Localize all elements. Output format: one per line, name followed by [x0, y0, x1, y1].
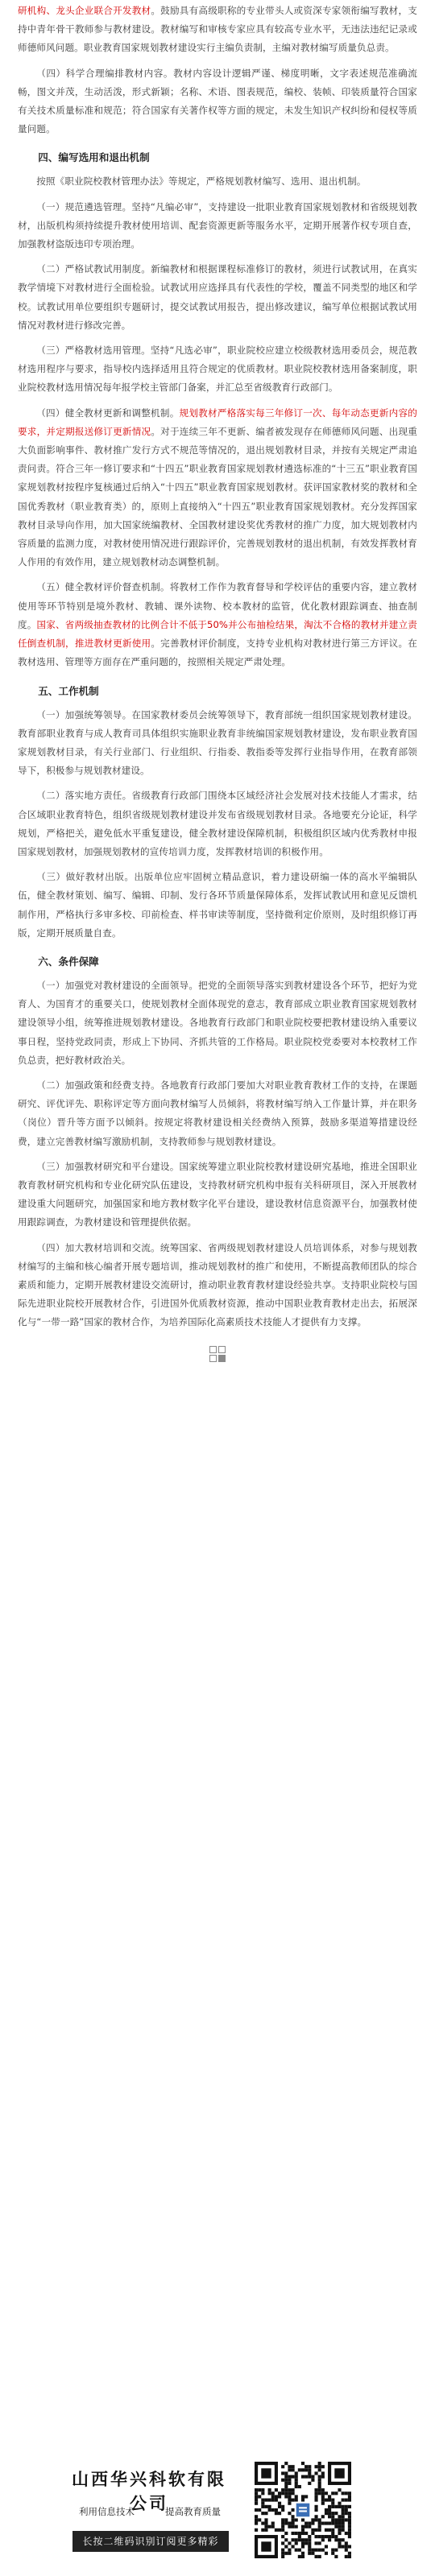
paragraph-text: 。鼓励具有高级职称的专业带头人或资深专家领衔编写教材，支持中青年骨干教师参与教材建设。教材编写和审核专家应具有较高专业水平，无违法违纪记录或师德师风问题。职业教育国家规划教材建设实行主编负责制，主编对教材编写质量负总责。: [18, 5, 417, 54]
paragraph-text: （一）规范遴选管理。坚持“凡编必审”，支持建设一批职业教育国家规划教材和省级规划教材，出版机构须持续提升教材使用培训、配套资源更新等服务水平，定期开展著作权专项自查，加强教材盗版违印专项治理。: [18, 200, 417, 250]
subscribe-banner: 长按二维码识别订阅更多精彩: [72, 2531, 229, 2552]
paragraph-text: （一）加强统筹领导。在国家教材委员会统筹领导下，教育部统一组织国家规划教材建设。教育部职业教育与成人教育司具体组织实施职业教育非统编国家规划教材建设，发布职业教育国家规划教材目录，有关行业部门、行业组织、行指委、教指委等发挥行业指导作用，在教育部领导下，积极参与规划教材建设。: [18, 708, 417, 777]
tagline-left: 利用信息技术: [79, 2506, 135, 2517]
qr-code-icon[interactable]: [255, 2462, 351, 2558]
paragraph-text: （四）科学合理编排教材内容。教材内容设计逻辑严谨、梯度明晰，文字表述规范准确流畅，图文并茂，生动活泼，形式新颖；名称、术语、图表规范，编校、装帧、印装质量符合国家有关技术质量标准和规范；符合国家有关著作权等方面的规定，未发生知识产权纠纷和侵权等质量问题。: [18, 67, 417, 135]
paragraph-text: （一）加强党对教材建设的全面领导。把党的全面领导落实到教材建设各个环节，把好为党育人、为国育才的重要关口，使规划教材全面体现党的意志，教育部成立职业教育国家规划教材建设领导小组，统筹推进规划教材建设。各地教育行政部门和职业院校要把教材建设纳入重要议事日程，坚持党政同责，形成上下协同、齐抓共管的工作格局。职业院校党委要对本校教材工作负总责，把好教材政治关。: [18, 979, 417, 1066]
four-squares-icon: [209, 1345, 226, 1363]
paragraph: [18, 172, 417, 191]
tagline: [79, 2505, 221, 2518]
highlighted-text: 研机构、龙头企业联合开发教材: [18, 5, 151, 16]
paragraph-text: （三）加强教材研究和平台建设。国家统筹建立职业院校教材建设研究基地，推进全国职业教育教材研究机构和专业化研究队伍建设，支持教材研究机构申报有关科研项目，深入开展教材建设重大问题研究，加强国家和地方教材数字化平台建设，建设教材信息资源平台，加强教材使用跟踪调查，为教材建设和管理提供依据。: [18, 1160, 417, 1228]
section-heading: 五、工作机制: [38, 684, 99, 697]
paragraph: [18, 1076, 417, 1151]
paragraph-text: （四）健全教材更新和调整机制。: [36, 407, 180, 419]
paragraph-text: （三）做好教材出版。出版单位应牢固树立精品意识，着力建设研编一体的高水平编辑队伍，健全教材策划、编写、编辑、印制、发行各环节质量保障体系，发挥试教试用和意见反馈机制作用，严格执行多审多校、印前检查、样书审读等制度，坚持微利定价原则，及时组织修订再版，定期开展质量自查。: [18, 871, 417, 939]
section-heading: 四、编写选用和退出机制: [38, 151, 150, 164]
paragraph: [18, 976, 417, 1070]
paragraph: [18, 786, 417, 861]
paragraph: [18, 198, 417, 254]
paragraph: [18, 706, 417, 781]
paragraph: [18, 260, 417, 335]
paragraph-text: 按照《职业院校教材管理办法》等规定，严格规划教材编写、选用、退出机制。: [36, 175, 367, 188]
paragraph-text: （五）健全教材评价督查机制。将教材工作作为教育督导和学校评估的重要内容，建立教材使用等环节特别是境外教材、教辅、课外读物、校本教材的监管，优化教材跟踪调查、抽查制度。: [18, 581, 417, 630]
paragraph: [18, 1239, 417, 1332]
paragraph: [18, 341, 417, 398]
paragraph: [18, 64, 417, 139]
paragraph-text: （三）严格教材选用管理。坚持“凡选必审”，职业院校应建立校级教材选用委员会，规范教材选用程序与要求，指导校内选择适用且符合规定的优质教材。职业院校教材选用备案制度，职业院校教材选用情况每年报学校主管部门备案，并汇总至省级教育行政部门。: [18, 345, 417, 394]
paragraph: [18, 1158, 417, 1232]
paragraph: [18, 578, 417, 671]
paragraph-text: （二）落实地方责任。省级教育行政部门围绕本区域经济社会发展对技术技能人才需求，结合区域职业教育特色，组织省级规划教材建设并发布省级规划教材目录。各地要充分论证，科学规划，严格把关，避免低水平重复建设，健全教材建设保障机制，积极组织区域内优秀教材申报国家规划教材，加强规划教材的宣传培训力度，发挥教材培训的积极作用。: [18, 790, 417, 857]
paragraph: [18, 868, 417, 943]
highlighted-text: 规划教材严格落实每三年修订一次、每年动态更新内容的要求，并定期报送修订更新情况: [18, 407, 417, 437]
paragraph-text: （二）严格试教试用制度。新编教材和根据课程标准修订的教材，须进行试教试用，在真实教学情境下对教材进行全面检验。试教试用应选择具有代表性的学校，覆盖不同类型的地区和学校。试教试用单位要组织专题研讨，提交试教试用报告，提出修改建议，编写单位根据试教试用情况对教材进行修改完善。: [18, 263, 417, 331]
footer-card: [64, 2462, 371, 2566]
tagline-right: 提高教育质量: [165, 2506, 221, 2517]
section-heading: 六、条件保障: [38, 955, 99, 968]
paragraph-text: 。对于连续三年不更新、编者被发现存在师德师风问题、出现重大负面影响事件、教材推广发行方式不规范等情况的，退出规划教材目录，并按有关规定严肃追责问责。符合三年一修订要求和“十四五”职业教育国家规划教材遴选标准的“十三五”职业教育国家规划教材按程序复核通过后纳入“十四五”职业教育国家规划教材。获评国家教材奖的教材和全国优秀教材（职业教育类）的，原则上直接纳入“十四五”职业教育国家规划教材。充分发挥国家教材目录导向作用，加大国家统编教材、全国教材建设奖优秀教材的推广力度，加大规划教材内容质量的监测力度，对教材使用情况进行跟踪评价，完善规划教材的退出机制，有效发挥教材育人作用的有效作用，建立规划教材动态调整机制。: [18, 425, 417, 568]
document-body: [18, 2, 417, 1332]
paragraph: [18, 404, 417, 572]
company-name: 山西华兴科软有限公司: [72, 2469, 226, 2513]
paragraph: [18, 2, 417, 58]
paragraph-text: （二）加强政策和经费支持。各地教育行政部门要加大对职业教育教材工作的支持，在课题研究、评优评先、职称评定等方面向教材编写人员倾斜，将教材编写纳入工作量计算，并在职务（岗位）晋升等方面予以倾斜。按规定将教材建设相关经费纳入预算，鼓励多渠道筹措建设经费，建立完善教材编写激励机制，支持教师参与规划教材建设。: [18, 1079, 417, 1147]
highlighted-text: 国家、省两级抽查教材的比例合计不低于50%并公布抽检结果，淘汰不合格的教材并建立责任倒查机制，推进教材更新使用: [18, 618, 417, 650]
paragraph-text: 。完善教材评价制度，支持专业机构对教材进行第三方评议。在教材选用、管理等方面存在严重问题的，按照相关规定严肃处理。: [18, 638, 417, 668]
paragraph-text: （四）加大教材培训和交流。统筹国家、省两级规划教材建设人员培训体系，对参与规划教材编写的主编和核心编者开展专题培训，推动规划教材的推广和使用，不断提高教师团队的综合素质和能力，定期开展教材建设交流研讨，推动职业教育教材建设经验共享。支持职业院校与国际先进职业院校开展教材合作，引进国外优质教材资源，推动中国职业教育教材走出去，拓展深化与“一带一路”国家的教材合作，为培养国际化高素质技术技能人才提供有力支撑。: [18, 1241, 417, 1328]
